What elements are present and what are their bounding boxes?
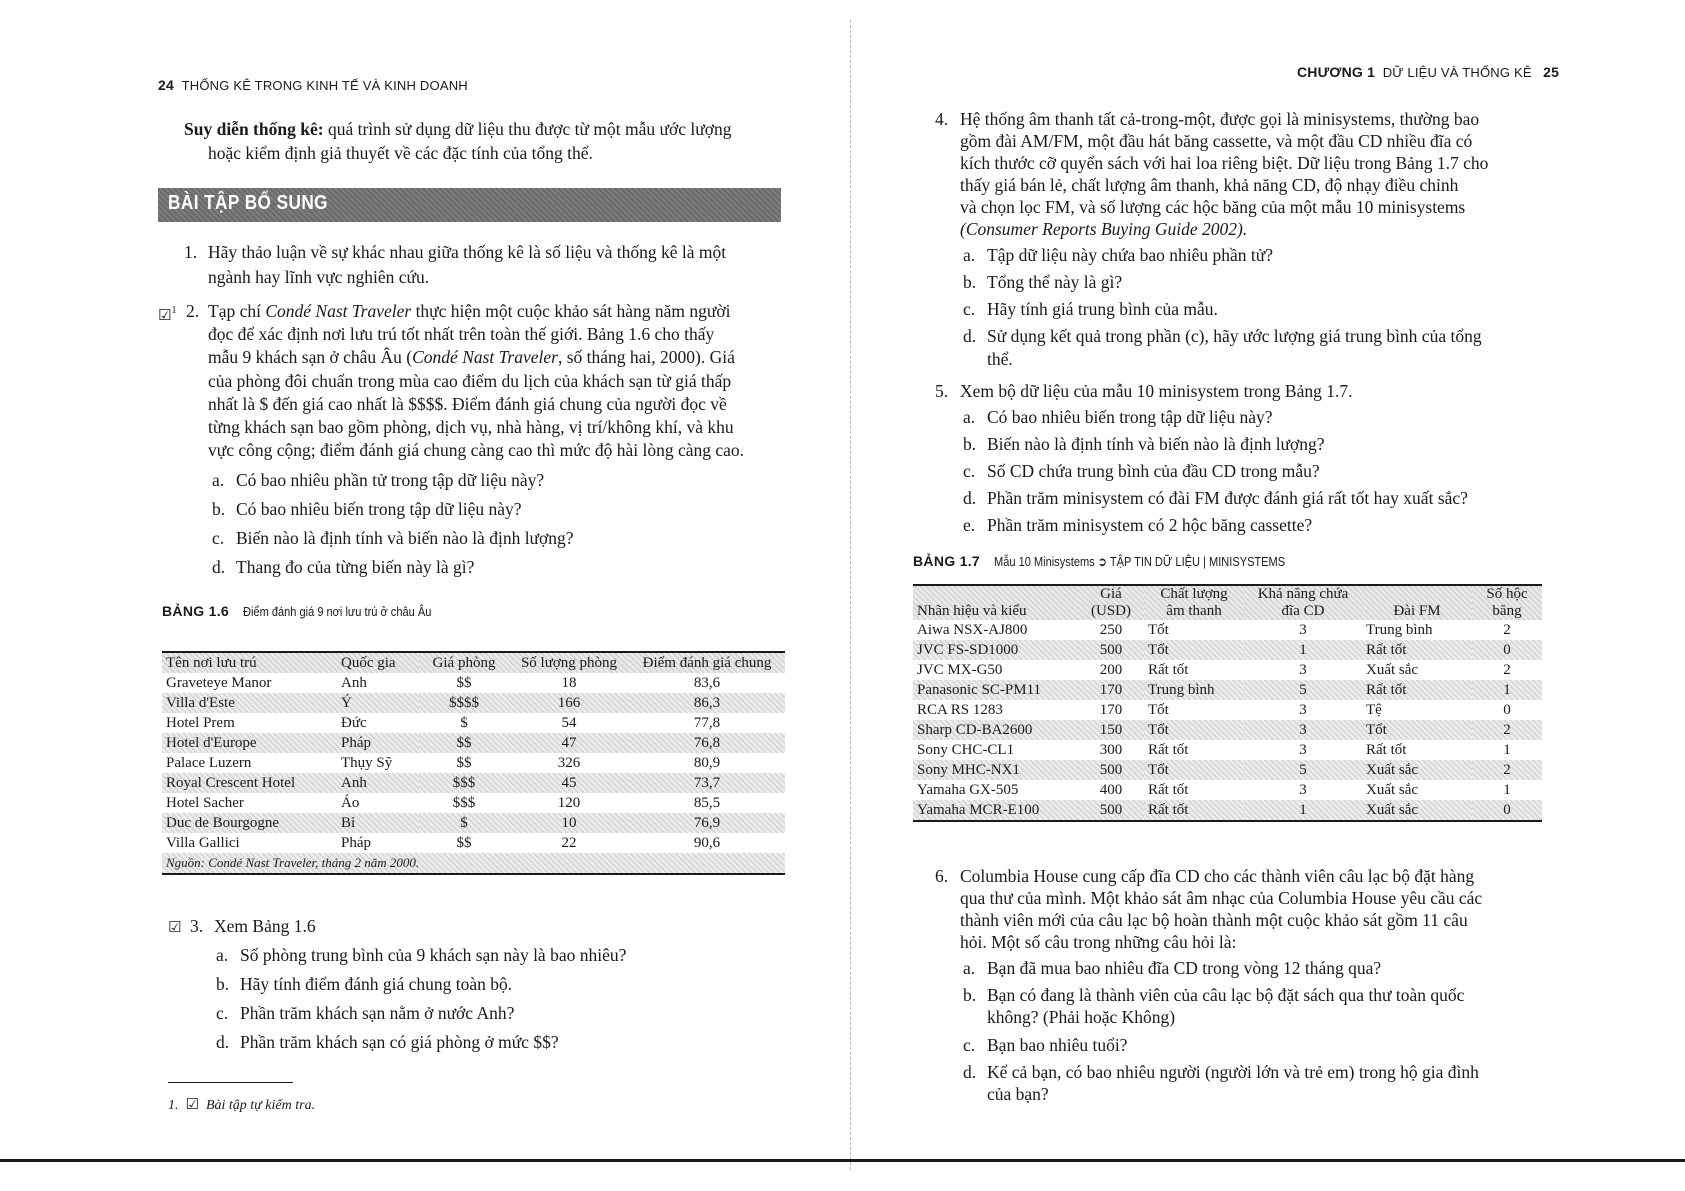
table-cell: 0 — [1472, 800, 1542, 821]
q3a-letter: a. — [216, 945, 229, 965]
table-cell: $$$$ — [419, 693, 509, 713]
table-row — [913, 780, 1542, 800]
table-cell: 1 — [1244, 800, 1362, 821]
q5c-letter: c. — [963, 461, 976, 481]
definition-line2: hoặc kiểm định giả thuyết về các đặc tính của tổng thể. — [208, 143, 593, 163]
table-cell: Rất tốt — [1148, 742, 1189, 758]
text: Tạp chí — [208, 301, 266, 321]
table-cell: Rất tốt — [1144, 800, 1244, 821]
q3c-text: Phần trăm khách sạn nằm ở nước Anh? — [240, 1003, 515, 1023]
q2a-letter: a. — [212, 470, 225, 490]
text: thực hiện một cuộc khảo sát hàng năm người — [411, 301, 731, 321]
header-bottom: băng — [1492, 603, 1522, 619]
definition-text: quá trình sử dụng dữ liệu thu được từ một mẫu ước lượng — [327, 119, 732, 139]
exercise-3-title: Xem Bảng 1.6 — [214, 916, 316, 936]
table-cell: Yamaha GX-505 — [917, 782, 1019, 798]
exercise-2-line5: nhất là $ đến giá cao nhất là $$$$. Điểm đánh giá chung của người đọc về — [208, 394, 727, 414]
table-cell: 150 — [1078, 720, 1144, 740]
column-header — [1362, 585, 1472, 620]
table-cell: Aiwa NSX-AJ800 — [917, 622, 1028, 638]
table-row — [913, 680, 1542, 700]
exercise-2-number: 2. — [186, 301, 200, 321]
table-cell: 170 — [1099, 702, 1123, 718]
table-cell: 5 — [1244, 680, 1362, 700]
table-cell: 1 — [1503, 782, 1511, 798]
table-cell: Palace Luzern — [166, 755, 252, 771]
table-cell: 18 — [561, 675, 577, 691]
exercise-4-line2: gồm đài AM/FM, một đầu hát băng cassette, và một đầu CD nhiều đĩa có — [960, 131, 1473, 151]
table-cell: Yamaha MCR-E100 — [913, 800, 1078, 821]
table-cell: 0 — [1503, 702, 1511, 718]
header-top: Khả năng chứa — [1257, 586, 1349, 602]
table-cell: $ — [419, 813, 509, 833]
table-cell: RCA RS 1283 — [917, 702, 1003, 718]
table-row — [162, 733, 785, 753]
table-row — [913, 620, 1542, 640]
q4b-text: Tổng thể này là gì? — [987, 272, 1123, 292]
exercise-2-line1 — [208, 300, 731, 322]
column-header — [1144, 585, 1244, 620]
table-cell: Rất tốt — [1366, 742, 1407, 758]
table-cell: 2 — [1472, 720, 1542, 740]
table-cell: Rất tốt — [1362, 680, 1472, 700]
running-head-left — [158, 77, 468, 93]
table-cell: 0 — [1472, 640, 1542, 660]
exercise-2-line6: từng khách sạn bao gồm phòng, dịch vụ, nhà hàng, vị trí/không khí, và khu — [208, 417, 734, 437]
table-cell: $$$ — [452, 795, 476, 811]
table-cell: 54 — [561, 715, 577, 731]
chapter-label: CHƯƠNG 1 — [1297, 64, 1376, 80]
table-cell: 22 — [561, 835, 577, 851]
table-cell: Tốt — [1362, 720, 1472, 740]
table-cell: Graveteye Manor — [166, 675, 272, 691]
column-header: Giá phòng — [419, 652, 509, 673]
table-cell: Trung bình — [1144, 680, 1244, 700]
table-row — [162, 713, 785, 733]
q2a-text: Có bao nhiêu phần tử trong tập dữ liệu này? — [236, 470, 545, 490]
q6b-letter: b. — [963, 985, 977, 1005]
table-cell: JVC MX-G50 — [917, 662, 1003, 678]
hotel-ratings-table — [162, 651, 785, 875]
table-cell: 90,6 — [693, 835, 721, 851]
exercise-1-line1: Hãy thảo luận về sự khác nhau giữa thống kê là số liệu và thống kê là một — [208, 242, 727, 262]
q4a-letter: a. — [963, 245, 976, 265]
exercise-6-line1: Columbia House cung cấp đĩa CD cho các thành viên câu lạc bộ đặt hàng — [960, 866, 1475, 886]
table-cell: 1 — [1503, 742, 1511, 758]
q6b-line2: không? (Phải hoặc Không) — [987, 1007, 1176, 1027]
table-cell: 47 — [509, 733, 629, 753]
table-cell: Anh — [341, 675, 367, 691]
footnote-divider — [168, 1082, 293, 1083]
table-cell: JVC FS-SD1000 — [913, 640, 1078, 660]
table-cell: Anh — [337, 773, 419, 793]
table-cell: Tốt — [1144, 640, 1244, 660]
table-row — [913, 700, 1542, 720]
q2b-text: Có bao nhiêu biến trong tập dữ liệu này? — [236, 499, 522, 519]
footnote-number: 1. — [168, 1098, 179, 1113]
q2c-letter: c. — [212, 528, 225, 548]
q6c-text: Bạn bao nhiêu tuổi? — [987, 1035, 1128, 1055]
exercise-2-line4: của phòng đôi chuẩn trong mùa cao điểm du lịch của khách sạn từ giá thấp — [208, 371, 732, 391]
table-row — [162, 693, 785, 713]
table-cell: $$ — [456, 755, 472, 771]
table-cell: $$ — [419, 733, 509, 753]
table-cell: Panasonic SC-PM11 — [913, 680, 1078, 700]
table-cell: 76,9 — [629, 813, 785, 833]
q5d-letter: d. — [963, 488, 977, 508]
checkbox-icon: ☑ — [158, 305, 172, 324]
page-number: 24 — [158, 77, 174, 93]
exercise-3-marker — [168, 915, 181, 938]
definition-term: Suy diễn thống kê: — [184, 119, 324, 139]
table-cell: 80,9 — [693, 755, 721, 771]
table-cell: Villa Gallici — [166, 835, 240, 851]
footnote-ref: 1 — [171, 305, 177, 316]
table-cell: Rất tốt — [1362, 640, 1472, 660]
table-cell: 10 — [509, 813, 629, 833]
column-header: Quốc gia — [337, 652, 419, 673]
text: mẫu 9 khách sạn ở châu Âu ( — [208, 347, 413, 367]
exercise-2-marker — [158, 300, 176, 326]
column-header: Số lượng phòng — [509, 652, 629, 673]
header-top: Chất lượng — [1160, 586, 1228, 602]
table-row — [162, 773, 785, 793]
table-header-row — [162, 652, 785, 673]
table-cell: Thụy Sỹ — [341, 755, 393, 771]
header-bottom: đĩa CD — [1281, 603, 1325, 619]
exercise-5-title: Xem bộ dữ liệu của mẫu 10 minisystem trong Bảng 1.7. — [960, 381, 1353, 401]
q5e-text: Phần trăm minisystem có 2 hộc băng cassette? — [987, 515, 1313, 535]
table-row — [913, 740, 1542, 760]
footnote-text: Bài tập tự kiểm tra. — [205, 1098, 316, 1113]
q3d-letter: d. — [216, 1032, 230, 1052]
table-cell: Xuất sắc — [1362, 760, 1472, 780]
q5e-letter: e. — [963, 515, 976, 535]
header-bottom: âm thanh — [1166, 603, 1222, 619]
table-cell: Villa d'Este — [162, 693, 337, 713]
table-row — [913, 640, 1542, 660]
table-cell: Ý — [337, 693, 419, 713]
q5d-text: Phần trăm minisystem có đài FM được đánh giá rất tốt hay xuất sắc? — [987, 488, 1468, 508]
table-cell: 45 — [509, 773, 629, 793]
table-row — [162, 793, 785, 813]
exercise-3-number: 3. — [190, 916, 204, 936]
table-cell: Rất tốt — [1148, 782, 1189, 798]
column-header — [913, 585, 1078, 620]
table-cell: Tốt — [1144, 720, 1244, 740]
table-cell: 170 — [1078, 680, 1144, 700]
table-cell: Pháp — [341, 835, 371, 851]
q6d-line2: của bạn? — [987, 1084, 1049, 1104]
table-source-row — [162, 853, 785, 874]
table-cell: Tốt — [1144, 760, 1244, 780]
table-row — [162, 673, 785, 693]
q2c-text: Biến nào là định tính và biến nào là định lượng? — [236, 528, 574, 548]
header-bottom: (USD) — [1091, 603, 1131, 619]
q5c-text: Số CD chứa trung bình của đầu CD trong mẫu? — [987, 461, 1320, 481]
table-title: Điểm đánh giá 9 nơi lưu trú ở châu Âu — [242, 604, 432, 619]
table-cell: 86,3 — [629, 693, 785, 713]
exercise-2-line2: đọc để xác định nơi lưu trú tốt nhất trên toàn thế giới. Bảng 1.6 cho thấy — [208, 324, 715, 344]
q4d-line2: thể. — [987, 349, 1013, 369]
table-cell: Xuất sắc — [1362, 800, 1472, 821]
table-row — [162, 813, 785, 833]
q5a-letter: a. — [963, 407, 976, 427]
exercise-4-line1: Hệ thống âm thanh tất cả-trong-một, được gọi là minisystems, thường bao — [960, 109, 1480, 129]
q3a-text: Số phòng trung bình của 9 khách sạn này là bao nhiêu? — [240, 945, 627, 965]
table-source: Nguồn: Condé Nast Traveler, tháng 2 năm 2000. — [162, 853, 785, 874]
exercise-6-line4: hỏi. Một số câu trong những câu hỏi là: — [960, 932, 1237, 952]
chapter-title: DỮ LIỆU VÀ THỐNG KÊ — [1382, 65, 1532, 80]
header-bottom: Nhãn hiệu và kiểu — [917, 603, 1027, 619]
table-cell: 200 — [1099, 662, 1123, 678]
header-bottom: Đài FM — [1393, 603, 1441, 619]
table-17-caption — [913, 553, 1337, 570]
q3d-text: Phần trăm khách sạn có giá phòng ở mức $$? — [240, 1032, 559, 1052]
q4a-text: Tập dữ liệu này chứa bao nhiêu phần tử? — [987, 245, 1273, 265]
table-cell: 166 — [509, 693, 629, 713]
column-header: Tên nơi lưu trú — [162, 652, 337, 673]
column-header — [1472, 585, 1542, 620]
q4b-letter: b. — [963, 272, 977, 292]
exercise-1-line2: ngành hay lĩnh vực nghiên cứu. — [208, 267, 430, 287]
q4d-line1: Sử dụng kết quả trong phần (c), hãy ước lượng giá trung bình của tổng — [987, 326, 1482, 346]
page-number: 25 — [1543, 64, 1560, 80]
scan-edge — [0, 1159, 1685, 1162]
table-cell: 1 — [1244, 640, 1362, 660]
table-cell: $ — [460, 715, 468, 731]
table-cell: Sony MHC-NX1 — [913, 760, 1078, 780]
table-cell: 5 — [1244, 760, 1362, 780]
table-cell: $$$ — [419, 773, 509, 793]
table-cell: 2 — [1503, 622, 1511, 638]
footnote — [168, 1095, 315, 1114]
q4d-letter: d. — [963, 326, 977, 346]
table-cell: 3 — [1299, 702, 1307, 718]
table-cell: Tệ — [1366, 702, 1382, 718]
column-header — [1078, 585, 1144, 620]
q6a-letter: a. — [963, 958, 976, 978]
section-banner — [158, 188, 781, 222]
exercise-6-line3: thành viên mới của câu lạc bộ hoàn thành một cuộc khảo sát gồm 11 câu — [960, 910, 1468, 930]
running-title: THỐNG KÊ TRONG KINH TẾ VÀ KINH DOANH — [181, 78, 468, 93]
table-cell: 2 — [1503, 662, 1511, 678]
minisystems-table — [913, 584, 1542, 822]
table-cell: 120 — [557, 795, 581, 811]
table-row — [913, 660, 1542, 680]
q6d-letter: d. — [963, 1062, 977, 1082]
magazine-title: Condé Nast Traveler — [412, 347, 558, 367]
exercise-4-citation: (Consumer Reports Buying Guide 2002). — [960, 219, 1248, 239]
exercise-4-line5: và chọn lọc FM, và số lượng các hộc băng của một mẫu 10 minisystems — [960, 197, 1466, 217]
table-cell: Rất tốt — [1148, 662, 1189, 678]
table-header-row — [913, 585, 1542, 620]
table-cell: 2 — [1472, 760, 1542, 780]
table-cell: Trung bình — [1366, 622, 1433, 638]
table-cell: 3 — [1299, 742, 1307, 758]
exercise-6-line2: qua thư của mình. Một khảo sát âm nhạc của Columbia House yêu cầu các — [960, 888, 1483, 908]
table-cell: 300 — [1099, 742, 1123, 758]
table-cell: 76,8 — [629, 733, 785, 753]
q6d-line1: Kể cả bạn, có bao nhiêu người (người lớn và trẻ em) trong hộ gia đình — [987, 1062, 1479, 1082]
table-cell: Sharp CD-BA2600 — [913, 720, 1078, 740]
q2d-text: Thang đo của từng biến này là gì? — [236, 557, 475, 577]
table-cell: Hotel Sacher — [166, 795, 244, 811]
q5a-text: Có bao nhiêu biến trong tập dữ liệu này? — [987, 407, 1273, 427]
table-cell: Áo — [341, 795, 360, 811]
q6c-letter: c. — [963, 1035, 976, 1055]
definition — [184, 118, 784, 140]
table-cell: 250 — [1099, 622, 1123, 638]
table-cell: 400 — [1099, 782, 1123, 798]
exercise-1-number: 1. — [184, 242, 198, 262]
table-cell: Bỉ — [337, 813, 419, 833]
table-cell: 500 — [1078, 800, 1144, 821]
section-banner-title: BÀI TẬP BỔ SUNG — [168, 192, 329, 214]
table-row — [162, 833, 785, 853]
q5b-text: Biến nào là định tính và biến nào là định lượng? — [987, 434, 1325, 454]
table-title: Mẫu 10 Minisystems ➲ TẬP TIN DỮ LIỆU | MINISYSTEMS — [993, 554, 1286, 569]
table-cell: 3 — [1244, 720, 1362, 740]
column-header: Điểm đánh giá chung — [629, 652, 785, 673]
table-row — [162, 753, 785, 773]
checkbox-icon: ☑ — [168, 918, 182, 936]
table-cell: 1 — [1472, 680, 1542, 700]
book-spine — [850, 20, 851, 1170]
running-head-right — [1297, 64, 1559, 80]
table-cell: $$ — [456, 675, 472, 691]
table-cell: Xuất sắc — [1366, 782, 1419, 798]
table-cell: 83,6 — [693, 675, 721, 691]
q2d-letter: d. — [212, 557, 226, 577]
exercise-4-line3: kích thước cỡ quyển sách với hai loa riêng biệt. Dữ liệu trong Bảng 1.7 cho — [960, 153, 1489, 173]
exercise-2-line3 — [208, 346, 735, 368]
table-row — [913, 720, 1542, 740]
exercise-2-line7: vực công cộng; điểm đánh giá chung càng cao thì mức độ hài lòng càng cao. — [208, 440, 745, 460]
table-cell: Xuất sắc — [1366, 662, 1419, 678]
q3c-letter: c. — [216, 1003, 229, 1023]
checkbox-icon: ☑ — [185, 1095, 199, 1113]
table-cell: 73,7 — [629, 773, 785, 793]
q2b-letter: b. — [212, 499, 226, 519]
magazine-title: Condé Nast Traveler — [265, 301, 412, 321]
column-header — [1244, 585, 1362, 620]
exercise-4-line4: thấy giá bán lẻ, chất lượng âm thanh, khả năng CD, độ nhạy điều chỉnh — [960, 175, 1459, 195]
table-cell: 77,8 — [693, 715, 721, 731]
table-cell: Tốt — [1148, 702, 1169, 718]
table-cell: 326 — [557, 755, 581, 771]
table-cell: Duc de Bourgogne — [162, 813, 337, 833]
table-cell: Sony CHC-CL1 — [917, 742, 1015, 758]
table-row — [913, 800, 1542, 821]
table-row — [913, 760, 1542, 780]
table-label: BẢNG 1.6 — [162, 603, 229, 619]
header-top: Số hộc — [1486, 586, 1528, 602]
table-label: BẢNG 1.7 — [913, 553, 980, 569]
table-cell: Hotel d'Europe — [162, 733, 337, 753]
q5b-letter: b. — [963, 434, 977, 454]
q4c-letter: c. — [963, 299, 976, 319]
table-cell: Royal Crescent Hotel — [162, 773, 337, 793]
table-cell: 3 — [1299, 662, 1307, 678]
table-cell: Đức — [341, 715, 367, 731]
table-cell: 85,5 — [693, 795, 721, 811]
q6b-line1: Bạn có đang là thành viên của câu lạc bộ đặt sách qua thư toàn quốc — [987, 985, 1465, 1005]
table-16-caption — [162, 603, 465, 619]
q3b-text: Hãy tính điểm đánh giá chung toàn bộ. — [240, 974, 513, 994]
table-cell: Hotel Prem — [166, 715, 235, 731]
header-top: Giá — [1100, 586, 1122, 602]
exercise-6-number: 6. — [935, 866, 949, 886]
q4c-text: Hãy tính giá trung bình của mẫu. — [987, 299, 1218, 319]
table-cell: Tốt — [1148, 622, 1169, 638]
q6a-text: Bạn đã mua bao nhiêu đĩa CD trong vòng 12 tháng qua? — [987, 958, 1382, 978]
text: , số tháng hai, 2000). Giá — [557, 347, 735, 367]
exercise-4-number: 4. — [935, 109, 949, 129]
table-cell: Pháp — [337, 733, 419, 753]
exercise-5-number: 5. — [935, 381, 949, 401]
table-cell: 500 — [1078, 760, 1144, 780]
q3b-letter: b. — [216, 974, 230, 994]
table-cell: 3 — [1299, 622, 1307, 638]
table-cell: 500 — [1078, 640, 1144, 660]
table-cell: 3 — [1299, 782, 1307, 798]
table-cell: $$ — [456, 835, 472, 851]
